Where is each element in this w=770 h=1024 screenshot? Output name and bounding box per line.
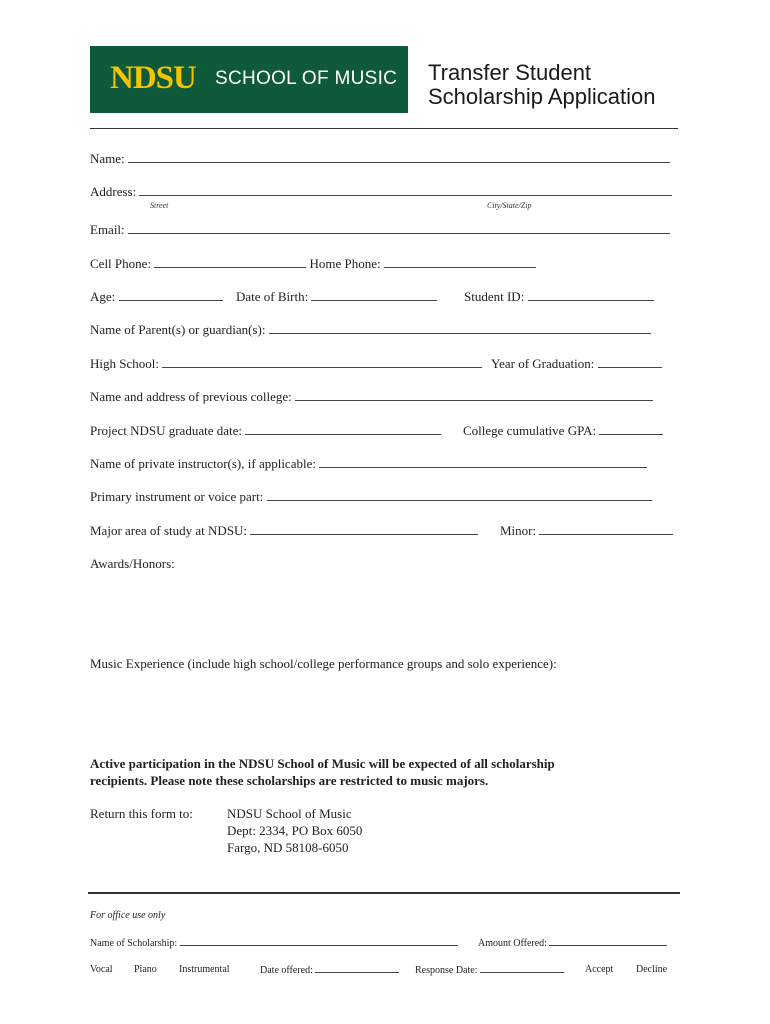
city-state-zip-hint: City/State/Zip: [487, 201, 532, 210]
amount-offered-field[interactable]: [549, 937, 667, 946]
ndsu-graduate-row: [90, 423, 441, 439]
name-label: Name:: [90, 151, 125, 166]
instructor-label: Name of private instructor(s), if applicable:: [90, 456, 316, 471]
dob-label: Date of Birth:: [236, 289, 309, 304]
student-id-field[interactable]: [528, 290, 654, 301]
instrument-label: Primary instrument or voice part:: [90, 489, 264, 504]
date-offered-field[interactable]: [315, 964, 399, 973]
instrument-row: [90, 489, 652, 505]
gpa-field[interactable]: [599, 424, 663, 435]
logo-school-text: SCHOOL OF MUSIC: [215, 68, 398, 89]
option-piano[interactable]: Piano: [134, 964, 157, 975]
office-use-heading: For office use only: [90, 910, 166, 921]
date-offered-label: Date offered:: [260, 965, 313, 976]
page-title-line1: Transfer Student: [428, 60, 592, 85]
scholarship-name-field[interactable]: [180, 937, 458, 946]
home-phone-field[interactable]: [384, 257, 536, 268]
email-label: Email:: [90, 222, 125, 237]
awards-label: Awards/Honors:: [90, 556, 175, 571]
previous-college-row: [90, 389, 653, 405]
instrument-field[interactable]: [267, 490, 652, 501]
ndsu-graduate-label: Project NDSU graduate date:: [90, 423, 242, 438]
awards-area[interactable]: [90, 576, 678, 646]
instructor-field[interactable]: [319, 457, 647, 468]
option-vocal[interactable]: Vocal: [90, 964, 113, 975]
page-title-line2: Scholarship Application: [428, 84, 656, 109]
scholarship-name-label: Name of Scholarship:: [90, 938, 178, 949]
cell-phone-field[interactable]: [154, 257, 306, 268]
response-date-label: Response Date:: [415, 965, 478, 976]
email-row: [90, 222, 670, 238]
graduation-year-label: Year of Graduation:: [491, 356, 595, 371]
experience-area[interactable]: [90, 676, 678, 746]
ndsu-graduate-field[interactable]: [245, 424, 441, 435]
notice-line2: recipients. Please note these scholarships are restricted to music majors.: [90, 773, 489, 788]
address-label: Address:: [90, 184, 137, 199]
return-address-line3: Fargo, ND 58108-6050: [227, 840, 349, 855]
notice-line1: Active participation in the NDSU School of Music will be expected of all scholarship: [90, 756, 555, 771]
minor-row: [500, 523, 673, 539]
gpa-row: [463, 423, 663, 439]
graduation-year-row: [491, 356, 662, 372]
name-field[interactable]: [128, 152, 670, 163]
major-label: Major area of study at NDSU:: [90, 523, 248, 538]
name-row: [90, 151, 670, 167]
parent-label: Name of Parent(s) or guardian(s):: [90, 322, 266, 337]
parent-row: [90, 322, 651, 338]
option-decline[interactable]: Decline: [636, 964, 668, 975]
return-label: Return this form to:: [90, 806, 193, 821]
address-row: [90, 184, 672, 200]
dob-field[interactable]: [311, 290, 437, 301]
minor-field[interactable]: [539, 524, 673, 535]
experience-label: Music Experience (include high school/college performance groups and solo experience):: [90, 656, 557, 671]
previous-college-field[interactable]: [295, 390, 653, 401]
gpa-label: College cumulative GPA:: [463, 423, 597, 438]
response-date-field[interactable]: [480, 964, 564, 973]
header-divider: [90, 128, 678, 129]
return-address-line2: Dept: 2334, PO Box 6050: [227, 823, 363, 838]
amount-offered-label: Amount Offered:: [478, 938, 547, 949]
office-divider: [88, 892, 680, 894]
home-phone-label: Home Phone:: [309, 256, 381, 271]
amount-offered-row: [478, 937, 667, 949]
minor-label: Minor:: [500, 523, 537, 538]
date-offered-row: [260, 964, 399, 976]
scholarship-name-row: [90, 937, 458, 949]
email-field[interactable]: [128, 223, 670, 234]
age-field[interactable]: [119, 290, 223, 301]
logo-ndsu-text: NDSU: [110, 60, 196, 96]
instructor-row: [90, 456, 647, 472]
previous-college-label: Name and address of previous college:: [90, 389, 292, 404]
option-accept[interactable]: Accept: [585, 964, 614, 975]
phone-row: [90, 256, 536, 272]
high-school-field[interactable]: [162, 357, 482, 368]
cell-phone-label: Cell Phone:: [90, 256, 152, 271]
response-date-row: [415, 964, 564, 976]
street-hint: Street: [150, 201, 169, 210]
age-label: Age:: [90, 289, 116, 304]
graduation-year-field[interactable]: [598, 357, 662, 368]
student-id-row: [464, 289, 654, 305]
high-school-row: [90, 356, 482, 372]
dob-row: [236, 289, 437, 305]
ndsu-school-of-music-logo: [90, 46, 408, 113]
age-label-row: [90, 289, 223, 305]
parent-field[interactable]: [269, 323, 651, 334]
major-field[interactable]: [250, 524, 478, 535]
high-school-label: High School:: [90, 356, 159, 371]
major-row: [90, 523, 478, 539]
student-id-label: Student ID:: [464, 289, 525, 304]
address-field[interactable]: [139, 185, 672, 196]
option-instrumental[interactable]: Instrumental: [179, 964, 230, 975]
return-address-line1: NDSU School of Music: [227, 806, 352, 821]
